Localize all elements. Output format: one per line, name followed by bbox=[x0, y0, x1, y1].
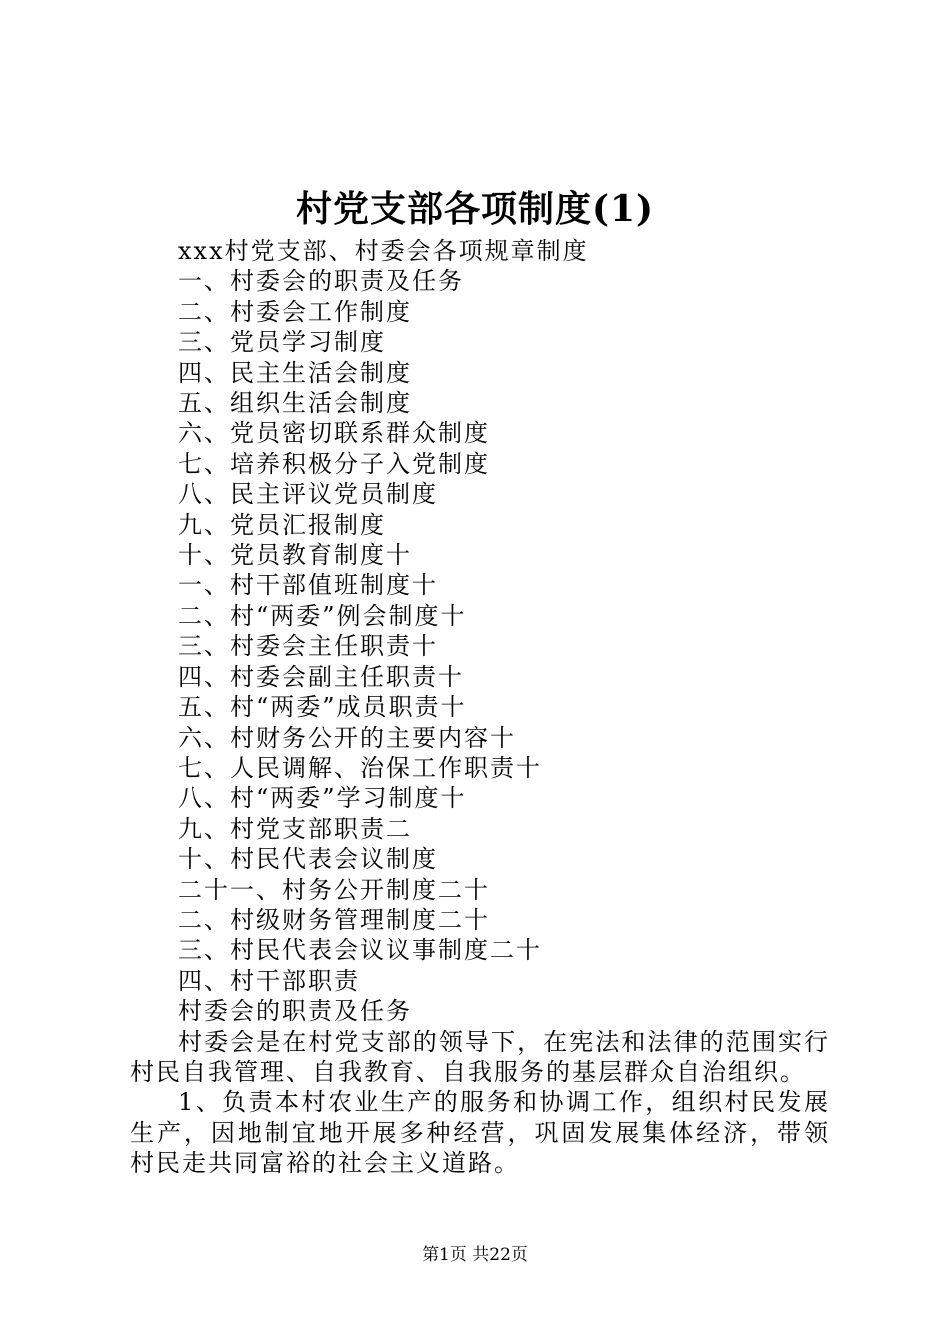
toc-line: 十、党员教育制度十 bbox=[178, 541, 412, 570]
toc-line: 四、村委会副主任职责十 bbox=[178, 662, 464, 691]
toc-line: 二、村委会工作制度 bbox=[178, 297, 412, 326]
toc-line: 五、组织生活会制度 bbox=[178, 389, 412, 418]
body-paragraph: 村委会是在村党支部的领导下，在宪法和法律的范围实行村民自我管理、自我教育、自我服务的基层群众自治组织。 bbox=[130, 1027, 830, 1086]
toc-line: 六、党员密切联系群众制度 bbox=[178, 419, 490, 448]
toc-line: 八、村“两委”学习制度十 bbox=[178, 784, 467, 813]
toc-line: 五、村“两委”成员职责十 bbox=[178, 693, 467, 722]
toc-line: 六、村财务公开的主要内容十 bbox=[178, 723, 516, 752]
page-footer: 第1页 共22页 bbox=[422, 1245, 528, 1265]
toc-line: 二、村级财务管理制度二十 bbox=[178, 905, 490, 934]
toc-line: 七、人民调解、治保工作职责十 bbox=[178, 753, 542, 782]
toc-line: 二、村“两委”例会制度十 bbox=[178, 601, 467, 630]
toc-line: 八、民主评议党员制度 bbox=[178, 480, 438, 509]
toc-line: 四、村干部职责 bbox=[178, 966, 360, 995]
section-heading: 村委会的职责及任务 bbox=[178, 997, 412, 1026]
toc-line: 九、党员汇报制度 bbox=[178, 510, 386, 539]
body-paragraph: 1、负责本村农业生产的服务和协调工作，组织村民发展生产，因地制宜地开展多种经营，巩固发展集体经济，带领村民走共同富裕的社会主义道路。 bbox=[130, 1088, 830, 1178]
document-title: 村党支部各项制度(1) bbox=[295, 188, 655, 230]
toc-line: 四、民主生活会制度 bbox=[178, 358, 412, 387]
toc-line: xxx村党支部、村委会各项规章制度 bbox=[178, 237, 589, 265]
toc-line: 三、村委会主任职责十 bbox=[178, 632, 438, 661]
toc-line: 一、村干部值班制度十 bbox=[178, 571, 438, 600]
toc-line: 十、村民代表会议制度 bbox=[178, 845, 438, 874]
toc-line: 七、培养积极分子入党制度 bbox=[178, 449, 490, 478]
toc-line: 三、党员学习制度 bbox=[178, 328, 386, 357]
document-body bbox=[130, 236, 830, 1179]
toc-line: 一、村委会的职责及任务 bbox=[178, 267, 464, 296]
toc-line: 三、村民代表会议议事制度二十 bbox=[178, 936, 542, 965]
toc-line: 二十一、村务公开制度二十 bbox=[178, 875, 490, 904]
toc-line: 九、村党支部职责二 bbox=[178, 814, 412, 843]
